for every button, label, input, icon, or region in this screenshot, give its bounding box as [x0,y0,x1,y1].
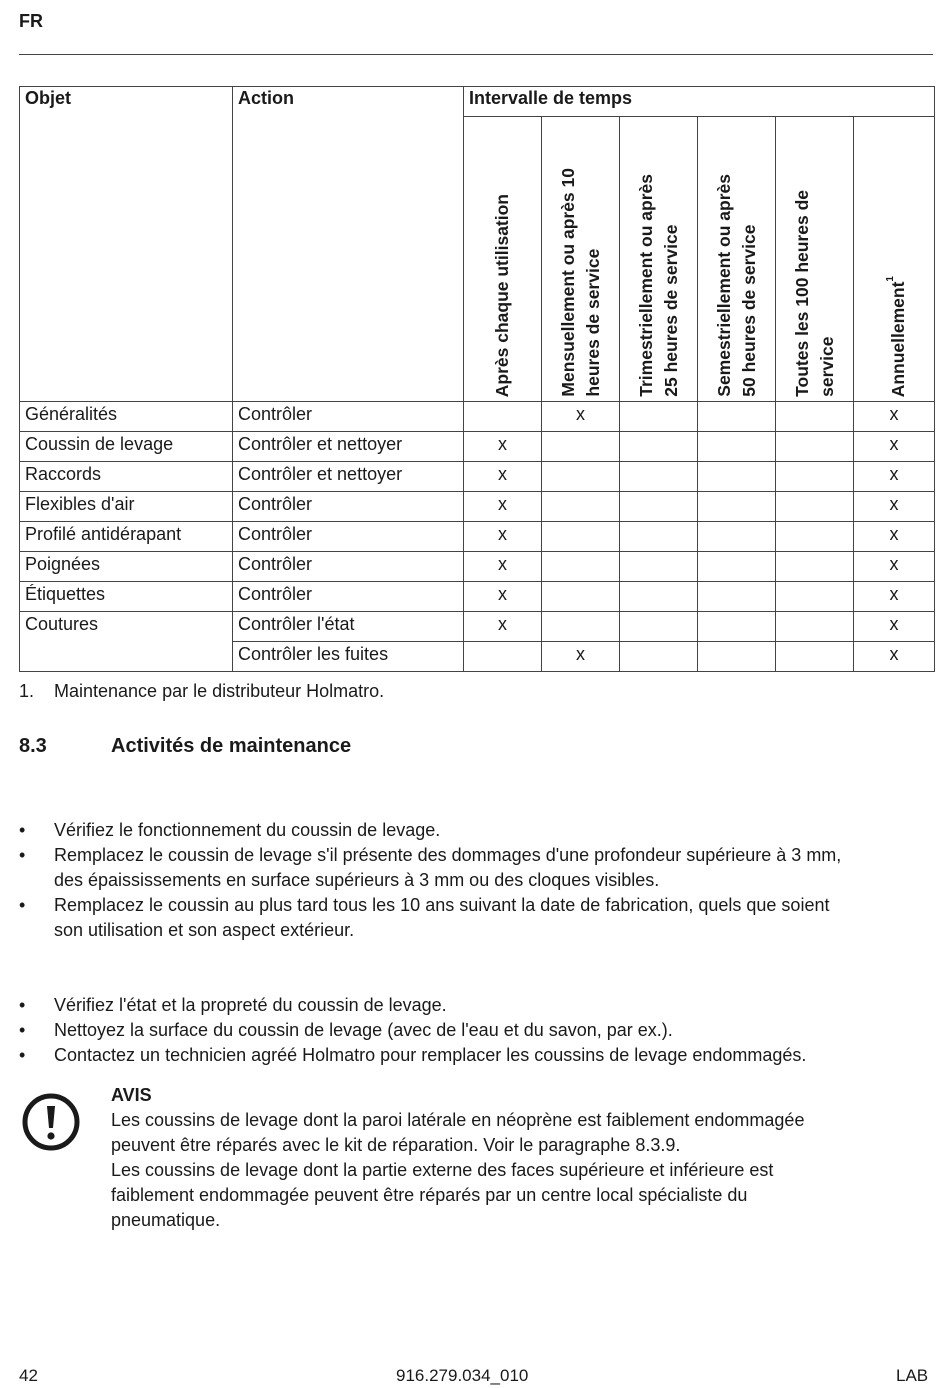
page-number: 42 [19,1366,38,1385]
cell-mark: x [464,432,542,462]
interval-footnote-ref: 1 [884,275,896,282]
cell-mark [776,522,854,552]
cell-object: Généralités [20,402,233,432]
cell-action: Contrôler [233,522,464,552]
section-title: Activités de maintenance [111,735,352,757]
list-item-text: son utilisation et son aspect extérieur. [54,920,355,940]
cell-mark [620,582,698,612]
list-item [19,893,934,943]
exclamation-circle-icon [21,1092,81,1152]
cell-mark [464,642,542,672]
cell-mark [698,522,776,552]
list-item-text: Contactez un technicien agréé Holmatro pour remplacer les coussins de levage endommagés. [54,1045,807,1065]
document-code: 916.279.034_010 [396,1366,529,1385]
cell-mark: x [464,552,542,582]
cell-mark [542,552,620,582]
cell-mark [776,492,854,522]
cell-action: Contrôler et nettoyer [233,462,464,492]
table-row [20,582,935,612]
interval-label-line: Trimestriellement ou après [635,174,656,397]
interval-label-line: service [816,336,837,397]
cell-action: Contrôler l'état [233,612,464,642]
cell-mark [542,522,620,552]
section-heading [19,735,351,758]
clean-list [19,993,934,1068]
cell-action: Contrôler [233,552,464,582]
interval-header [698,117,776,402]
interval-header [620,117,698,402]
cell-mark [776,612,854,642]
cell-mark: x [464,462,542,492]
table-row [20,522,935,552]
cell-mark [776,402,854,432]
cell-mark [620,402,698,432]
interval-label-line: Toutes les 100 heures de [791,190,812,397]
cell-mark: x [464,522,542,552]
table-row [20,552,935,582]
bullet: • [19,995,26,1015]
notice-line: peuvent être réparés avec le kit de réparation. Voir le paragraphe 8.3.9. [111,1135,681,1155]
list-item [19,1043,934,1068]
cell-action: Contrôler [233,582,464,612]
cell-mark [776,552,854,582]
cell-mark [776,582,854,612]
interval-label-line: Mensuellement ou après 10 [557,168,578,397]
interval-label-line: Après chaque utilisation [492,193,512,397]
cell-mark [698,462,776,492]
bullet: • [19,845,26,865]
cell-object: Étiquettes [20,582,233,612]
cell-mark [620,552,698,582]
cell-object: Poignées [20,552,233,582]
cell-mark: x [464,492,542,522]
notice-line: faiblement endommagée peuvent être réparés par un centre local spécialiste du [111,1185,748,1205]
cell-mark: x [854,432,935,462]
cell-mark [464,402,542,432]
language-code: FR [19,11,43,31]
interval-header [464,117,542,402]
cell-action: Contrôler [233,402,464,432]
cell-mark: x [464,612,542,642]
table-row [20,432,935,462]
notice-paragraph [111,1158,911,1233]
interval-header [854,117,935,402]
cell-action: Contrôler [233,492,464,522]
list-item-text: Remplacez le coussin de levage s'il présente des dommages d'une profondeur supérieure à 3 mm, [54,845,842,865]
cell-mark [620,432,698,462]
cell-mark [698,582,776,612]
cell-mark: x [854,522,935,552]
bullet: • [19,1045,26,1065]
check-list [19,818,934,943]
interval-label-line: Semestriellement ou après [713,174,734,397]
list-item-text: Remplacez le coussin au plus tard tous les 10 ans suivant la date de fabrication, quels que soient [54,895,830,915]
header-interval: Intervalle de temps [464,87,935,117]
cell-mark [776,432,854,462]
notice-title: AVIS [111,1085,152,1105]
cell-mark [620,492,698,522]
cell-mark [542,582,620,612]
interval-label-line: 50 heures de service [738,224,759,397]
bullet: • [19,895,26,915]
cell-mark [620,612,698,642]
cell-mark [620,642,698,672]
list-item [19,843,934,893]
cell-mark [698,612,776,642]
cell-object: Flexibles d'air [20,492,233,522]
cell-mark: x [854,582,935,612]
cell-mark [620,462,698,492]
cell-mark [776,462,854,492]
cell-mark [620,522,698,552]
table-row [20,402,935,432]
table-row [20,612,935,642]
cell-object: Coussin de levage [20,432,233,462]
cell-mark [776,642,854,672]
list-item-text: des épaississements en surface supérieurs à 3 mm ou des cloques visibles. [54,870,660,890]
notice-paragraph [111,1108,911,1158]
footnote-text: Maintenance par le distributeur Holmatro. [54,681,385,701]
cell-mark: x [854,642,935,672]
cell-mark: x [854,462,935,492]
cell-mark: x [542,642,620,672]
notice-line: pneumatique. [111,1210,221,1230]
interval-label-line: heures de service [582,249,603,397]
cell-mark: x [854,492,935,522]
list-item-text: Vérifiez le fonctionnement du coussin de levage. [54,820,441,840]
cell-object: Raccords [20,462,233,492]
list-item [19,993,934,1018]
notice-line: Les coussins de levage dont la paroi latérale en néoprène est faiblement endommagée [111,1110,805,1130]
cell-mark: x [854,552,935,582]
cell-object: Profilé antidérapant [20,522,233,552]
header-action: Action [233,87,464,402]
footnote-number: 1. [19,681,35,701]
list-item [19,818,934,843]
cell-mark [542,492,620,522]
list-item [19,1018,934,1043]
cell-mark: x [542,402,620,432]
cell-mark [698,492,776,522]
interval-label-line: 25 heures de service [660,224,681,397]
interval-label: Annuellement [887,281,908,397]
footer-right-label: LAB [896,1366,929,1385]
notice-line: Les coussins de levage dont la partie externe des faces supérieure et inférieure est [111,1160,774,1180]
table-row [20,492,935,522]
header-rule [19,54,933,55]
cell-object: Coutures [20,612,233,672]
table-row [20,462,935,492]
cell-action: Contrôler les fuites [233,642,464,672]
table-footnote [19,681,384,702]
list-item-text: Nettoyez la surface du coussin de levage (avec de l'eau et du savon, par ex.). [54,1020,673,1040]
cell-mark [698,432,776,462]
header-objet: Objet [20,87,233,402]
bullet: • [19,1020,26,1040]
maintenance-table [19,86,935,672]
cell-mark [698,552,776,582]
cell-mark: x [854,612,935,642]
notice-box [111,1083,911,1233]
cell-mark [542,432,620,462]
cell-mark: x [854,402,935,432]
interval-header [776,117,854,402]
cell-mark: x [464,582,542,612]
section-number: 8.3 [19,735,47,757]
list-item-text: Vérifiez l'état et la propreté du coussin de levage. [54,995,447,1015]
cell-mark [542,612,620,642]
cell-mark [542,462,620,492]
cell-mark [698,402,776,432]
interval-header [542,117,620,402]
bullet: • [19,820,26,840]
cell-action: Contrôler et nettoyer [233,432,464,462]
cell-mark [698,642,776,672]
